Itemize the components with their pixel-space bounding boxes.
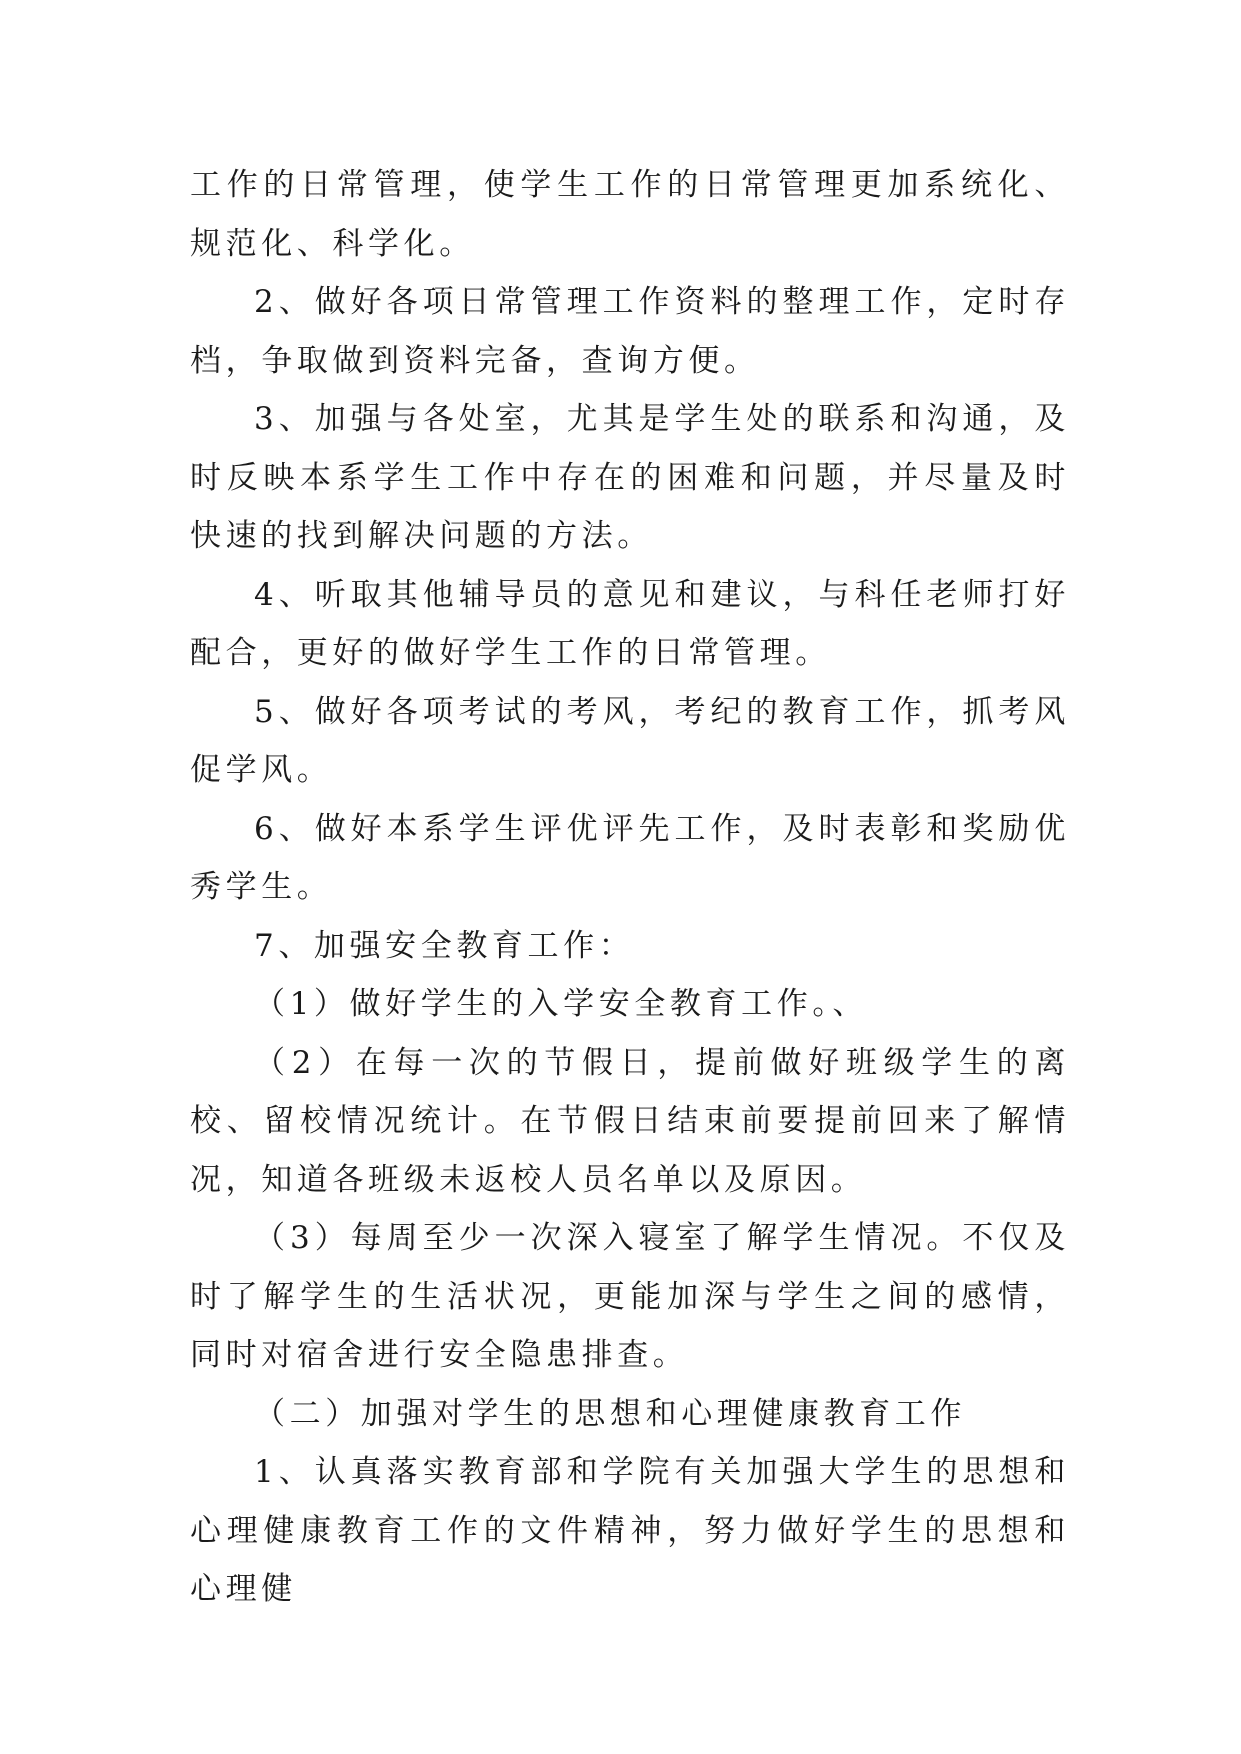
section-heading: （二）加强对学生的思想和心理健康教育工作: [254, 1395, 966, 1432]
paragraph-continuation: 工作的日常管理，使学生工作的日常管理更加系统化、规范化、科学化。: [190, 167, 1070, 262]
document-body: [190, 156, 1070, 1619]
paragraph-item-4: 4、听取其他辅导员的意见和建议，与科任老师打好配合，更好的做好学生工作的日常管理。: [190, 576, 1070, 671]
paragraph-section-item-1: 1、认真落实教育部和学院有关加强大学生的思想和心理健康教育工作的文件精神，努力做好学生的思想和心理健: [190, 1454, 1070, 1607]
paragraph-subitem-2: （2）在每一次的节假日，提前做好班级学生的离校、留校情况统计。在节假日结束前要提前回来了解情况，知道各班级未返校人员名单以及原因。: [190, 1044, 1070, 1198]
paragraph-subitem-3: （3）每周至少一次深入寝室了解学生情况。不仅及时了解学生的生活状况，更能加深与学生之间的感情，同时对宿舍进行安全隐患排查。: [190, 1220, 1070, 1373]
paragraph-item-6: 6、做好本系学生评优评先工作，及时表彰和奖励优秀学生。: [190, 810, 1070, 905]
paragraph-item-7: 7、加强安全教育工作：: [254, 927, 635, 964]
paragraph-subitem-1: （1）做好学生的入学安全教育工作。、: [254, 986, 869, 1022]
paragraph-item-5: 5、做好各项考试的考风，考纪的教育工作，抓考风促学风。: [190, 693, 1070, 788]
paragraph-item-2: 2、做好各项日常管理工作资料的整理工作，定时存档，争取做到资料完备，查询方便。: [190, 284, 1070, 379]
paragraph-item-3: 3、加强与各处室，尤其是学生处的联系和沟通，及时反映本系学生工作中存在的困难和问题，并尽量及时快速的找到解决问题的方法。: [190, 401, 1070, 554]
